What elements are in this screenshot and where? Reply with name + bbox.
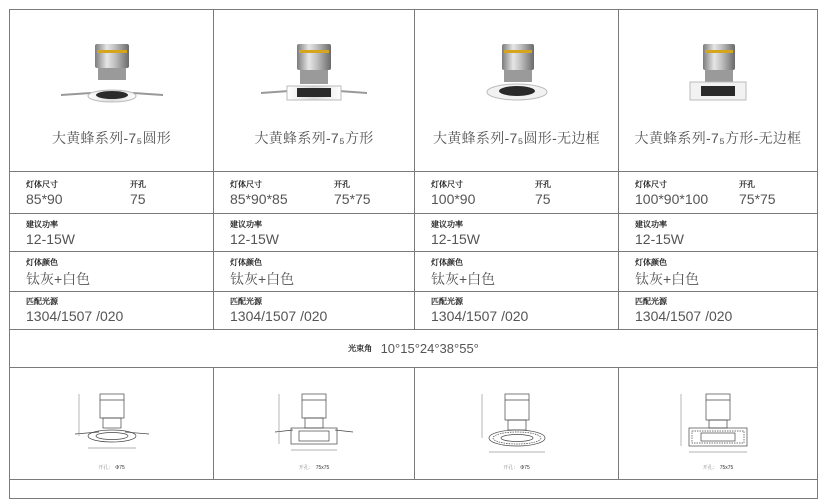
power-value: 12-15W	[635, 231, 685, 247]
color-value: 钛灰+白色	[431, 271, 496, 287]
spec-cell	[10, 172, 213, 213]
drawing-caption	[619, 464, 817, 471]
drawing-cell	[10, 368, 213, 479]
spec-cell	[213, 172, 414, 213]
product-row	[10, 10, 817, 172]
cutout-value: 75x75	[315, 465, 330, 471]
power-value: 12-15W	[230, 231, 280, 247]
size-value: 85*90*85	[230, 191, 288, 207]
light-source-row	[10, 292, 817, 330]
color-value: 钛灰+白色	[635, 271, 700, 287]
cutout-value: 75x75	[719, 465, 734, 471]
size-value: 100*90*100	[635, 191, 709, 207]
light-value: 1304/1507 /020	[26, 308, 124, 324]
cutout-label: 开孔：	[98, 465, 114, 471]
downlight-square-trimless-image	[663, 40, 773, 104]
power-row	[10, 214, 817, 252]
power-label: 建议功率	[431, 220, 463, 229]
size-label: 灯体尺寸	[230, 180, 262, 189]
color-label: 灯体颜色	[230, 258, 262, 267]
drawing-caption	[415, 464, 618, 471]
size-value: 85*90	[26, 191, 63, 207]
dimension-drawing-square-trimless	[673, 390, 763, 456]
power-label: 建议功率	[26, 220, 58, 229]
color-row	[10, 252, 817, 292]
light-label: 匹配光源	[635, 297, 667, 306]
light-value: 1304/1507 /020	[230, 308, 328, 324]
spec-cell	[10, 252, 213, 291]
drawing-cell	[213, 368, 414, 479]
beam-value: 10°15°24°38°55°	[380, 341, 479, 356]
cutout-label: 开孔：	[702, 465, 718, 471]
power-value: 12-15W	[431, 231, 481, 247]
cutout-label: 开孔：	[503, 465, 519, 471]
spec-cell	[10, 292, 213, 329]
spec-cell	[414, 252, 618, 291]
size-label: 灯体尺寸	[635, 180, 667, 189]
product-name: 大黄蜂系列-7₅方形	[254, 130, 374, 146]
drawing-cell	[618, 368, 817, 479]
hole-value: 75	[130, 191, 146, 207]
power-value: 12-15W	[26, 231, 76, 247]
downlight-round-image	[57, 40, 167, 104]
light-label: 匹配光源	[431, 297, 463, 306]
hole-label: 开孔	[334, 180, 350, 189]
spec-sheet	[9, 9, 818, 499]
size-value: 100*90	[431, 191, 476, 207]
drawing-row	[10, 368, 817, 480]
color-value: 钛灰+白色	[26, 271, 91, 287]
light-label: 匹配光源	[26, 297, 58, 306]
hole-value: 75*75	[739, 191, 776, 207]
spec-cell	[618, 214, 817, 251]
size-label: 灯体尺寸	[26, 180, 58, 189]
product-name: 大黄蜂系列-7₅圆形-无边框	[433, 130, 600, 146]
drawing-caption	[214, 464, 414, 471]
product-name: 大黄蜂系列-7₅圆形	[51, 130, 172, 146]
beam-label: 光束角	[348, 344, 373, 353]
spec-cell	[213, 214, 414, 251]
size-label: 灯体尺寸	[431, 180, 463, 189]
product-cell	[414, 10, 618, 171]
dimension-drawing-round-trimless	[472, 390, 562, 456]
hole-value: 75*75	[334, 191, 371, 207]
product-cell	[213, 10, 414, 171]
size-row	[10, 172, 817, 214]
spec-cell	[10, 214, 213, 251]
spec-cell	[213, 252, 414, 291]
hole-label: 开孔	[739, 180, 755, 189]
power-label: 建议功率	[635, 220, 667, 229]
beam-angle	[10, 330, 817, 367]
dimension-drawing-square	[269, 390, 359, 456]
hole-label: 开孔	[535, 180, 551, 189]
color-label: 灯体颜色	[26, 258, 58, 267]
color-label: 灯体颜色	[635, 258, 667, 267]
cutout-label: 开孔：	[298, 465, 314, 471]
spec-cell	[414, 292, 618, 329]
color-label: 灯体颜色	[431, 258, 463, 267]
hole-label: 开孔	[130, 180, 146, 189]
cutout-value: Φ75	[115, 465, 125, 471]
downlight-round-trimless-image	[462, 40, 572, 104]
downlight-square-image	[259, 40, 369, 104]
power-label: 建议功率	[230, 220, 262, 229]
color-value: 钛灰+白色	[230, 271, 295, 287]
light-value: 1304/1507 /020	[635, 308, 733, 324]
spec-cell	[414, 172, 618, 213]
product-name: 大黄蜂系列-7₅方形-无边框	[634, 130, 802, 146]
spec-cell	[618, 172, 817, 213]
beam-angle-row	[10, 330, 817, 368]
cutout-value: Φ75	[520, 465, 530, 471]
spec-cell	[213, 292, 414, 329]
product-cell	[618, 10, 817, 171]
product-cell	[10, 10, 213, 171]
spec-cell	[618, 252, 817, 291]
dimension-drawing-round	[67, 390, 157, 456]
spec-cell	[414, 214, 618, 251]
hole-value: 75	[535, 191, 551, 207]
drawing-cell	[414, 368, 618, 479]
spec-cell	[618, 292, 817, 329]
light-label: 匹配光源	[230, 297, 262, 306]
light-value: 1304/1507 /020	[431, 308, 529, 324]
drawing-caption	[10, 464, 213, 471]
